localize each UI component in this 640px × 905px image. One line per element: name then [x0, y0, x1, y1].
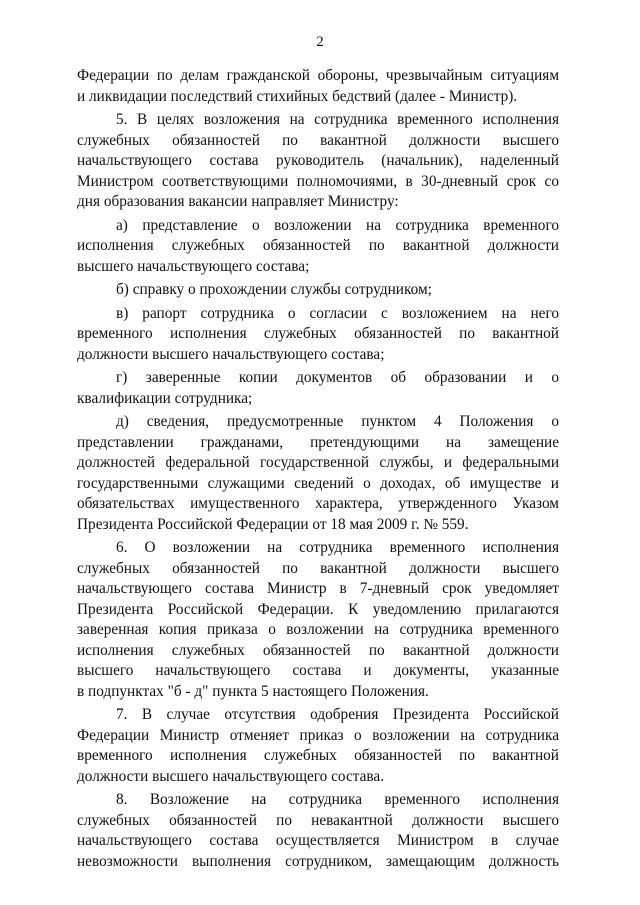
text-line: служебных обязанностей по вакантной должности высшего [77, 131, 559, 149]
text-line: начальствующего состава Министр в 7-дневный срок уведомляет [77, 580, 559, 597]
text-line: д) сведения, предусмотренные пунктом 4 Положения о [116, 413, 559, 430]
text-line: Федерации по делам гражданской обороны, чрезвычайным ситуациям [77, 67, 559, 84]
text-line: дня образования вакансии направляет Министру: [77, 193, 399, 210]
text-line: квалификации сотрудника; [77, 389, 253, 407]
text-line: в) рапорт сотрудника о согласии с возложением на него [116, 304, 559, 322]
text-line: исполнения служебных обязанностей по вакантной должности [77, 641, 559, 659]
text-line: 8. Возложение на сотрудника временного исполнения [116, 791, 559, 808]
text-line: высшего начальствующего состава и документы, указанные [77, 662, 559, 679]
text-line: должности высшего начальствующего состава; [77, 345, 385, 363]
text-line: а) представление о возложении на сотрудника временного [116, 216, 559, 234]
text-line: обязательствах имущественного характера, утвержденного Указом [77, 495, 559, 512]
text-line: высшего начальствующего состава; [77, 257, 310, 275]
text-line: Президента Российской Федерации от 18 мая 2009 г. № 559. [77, 515, 469, 533]
text-line: временного исполнения служебных обязанностей по вакантной [77, 747, 559, 764]
text-line: Президента Российской Федерации. К уведомлению прилагаются [77, 600, 559, 618]
text-line: 6. О возложении на сотрудника временного исполнения [116, 539, 559, 556]
text-line: в подпунктах "б - д" пункта 5 настоящего Положения. [77, 682, 429, 700]
text-line: государственными служащими сведений о доходах, об имуществе и [77, 474, 559, 492]
text-line: Федерации Министр отменяет приказ о возложении на сотрудника [77, 726, 559, 744]
page-number: 2 [316, 34, 324, 50]
text-line: б) справку о прохождении службы сотрудником; [116, 281, 432, 298]
text-line: Министром соответствующими полномочиями, в 30-дневный срок со [77, 172, 559, 190]
text-line: невозможности выполнения сотрудником, замещающим должность [77, 852, 559, 870]
text-line: 5. В целях возложения на сотрудника временного исполнения [116, 111, 559, 128]
document-body [77, 66, 559, 872]
text-line: начальствующего состава осуществляется Министром в случае [77, 832, 559, 849]
text-line: и ликвидации последствий стихийных бедствий (далее - Министр). [77, 87, 518, 105]
text-line: представлении гражданами, претендующими на замещение [77, 433, 559, 451]
text-line: должности высшего начальствующего состава. [77, 767, 385, 785]
text-line: служебных обязанностей по вакантной должности высшего [77, 559, 559, 577]
text-line: должностей федеральной государственной службы, и федеральными [77, 454, 559, 471]
text-line: начальствующего состава руководитель (начальник), наделенный [77, 152, 559, 169]
text-line: 7. В случае отсутствия одобрения Президента Российской [116, 706, 559, 723]
text-line: временного исполнения служебных обязанностей по вакантной [77, 325, 559, 342]
text-line: исполнения служебных обязанностей по вакантной должности [77, 237, 559, 254]
text-line: заверенная копия приказа о возложении на сотрудника временного [77, 621, 559, 638]
text-line: г) заверенные копии документов об образовании и о [116, 369, 559, 386]
text-line: служебных обязанностей по невакантной должности высшего [77, 811, 559, 829]
